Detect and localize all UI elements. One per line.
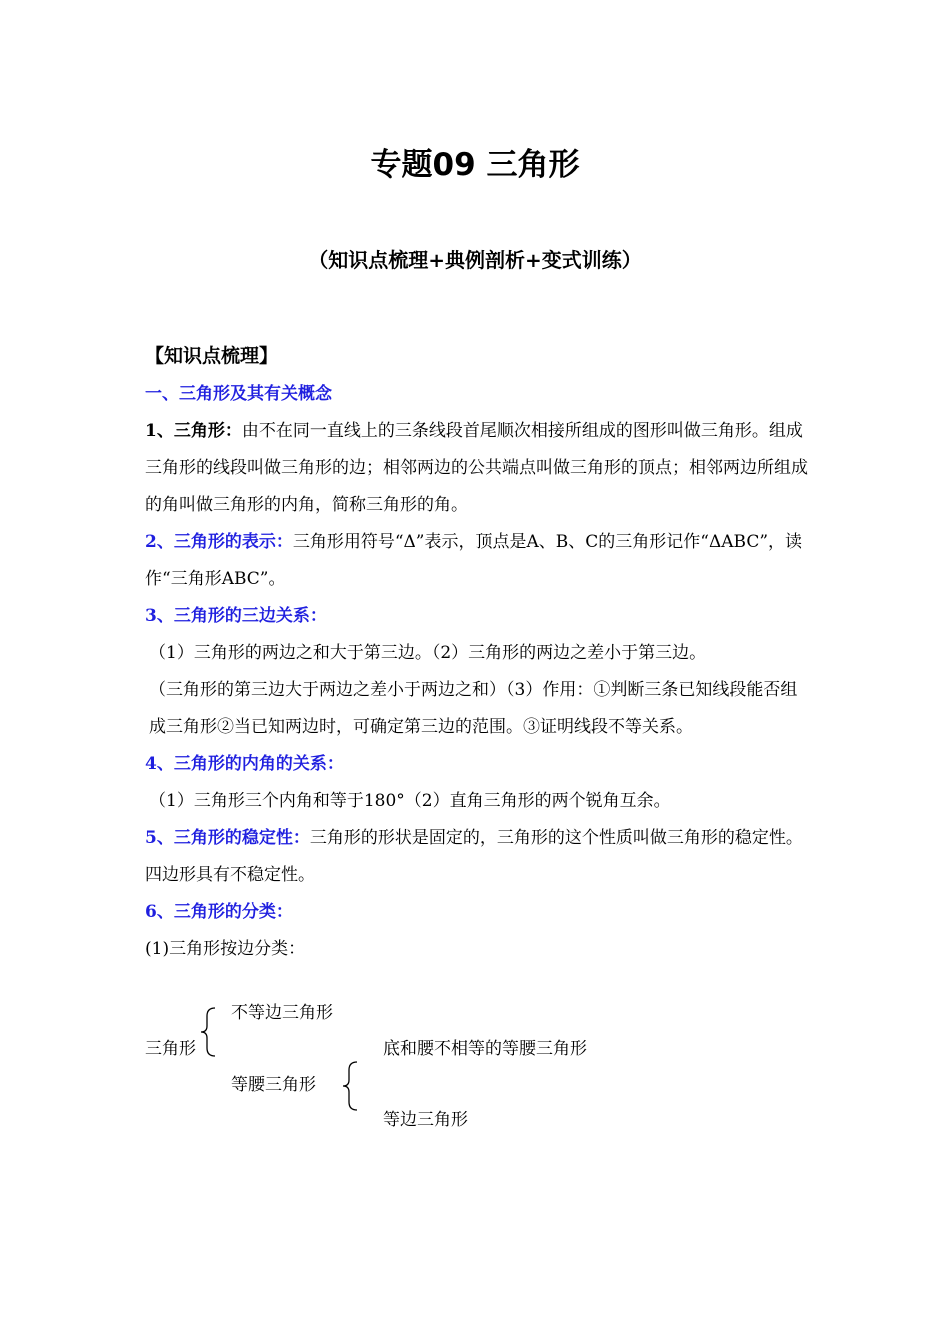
item-triangle-definition (145, 413, 810, 524)
item-text: 三角形用符号“Δ”表示，顶点是A、B、C的三角形记作“ΔABC”，读作“三角形ABC”。 (145, 532, 803, 589)
equilateral-label: 等边三角形 (383, 1110, 468, 1130)
section-header: 【知识点梳理】 (145, 345, 279, 367)
item-label: 1、三角形： (145, 421, 242, 441)
item-label: 5、三角形的稳定性： (145, 828, 310, 848)
item-triangle-stability (145, 820, 810, 894)
item-text: 三角形的形状是固定的，三角形的这个性质叫做三角形的稳定性。四边形具有不稳定性。 (145, 828, 803, 885)
item-text: 由不在同一直线上的三条线段首尾顺次相接所组成的图形叫做三角形。组成三角形的线段叫做三角形的边；相邻两边的公共端点叫做三角形的顶点；相邻两边所组成的角叫做三角形的内角，简称三角形的角。 (145, 421, 808, 515)
section-heading: 一、三角形及其有关概念 (145, 384, 332, 404)
left-brace-icon (341, 1060, 361, 1112)
isosceles-nonequal-label: 底和腰不相等的等腰三角形 (383, 1039, 587, 1059)
item-label: 3、三角形的三边关系： (145, 606, 327, 626)
item-text: （三角形的第三边大于两边之差小于两边之和）（3）作用：①判断三条已知线段能否组成三角形②当已知两边时，可确定第三边的范围。③证明线段不等关系。 (149, 680, 798, 737)
scalene-label: 不等边三角形 (231, 1003, 333, 1023)
root-label: 三角形 (145, 1039, 196, 1059)
item-triangle-notation (145, 524, 810, 598)
item-label: 6、三角形的分类： (145, 902, 293, 922)
page-subtitle: （知识点梳理+典例剖析+变式训练） (308, 248, 642, 272)
item-label: 4、三角形的内角的关系： (145, 754, 344, 774)
document-body (145, 336, 810, 968)
left-brace-icon (199, 1006, 219, 1058)
classification-diagram (145, 990, 645, 1140)
isosceles-label: 等腰三角形 (231, 1075, 316, 1095)
item-text: （1）三角形的两边之和大于第三边。（2）三角形的两边之差小于第三边。 (149, 643, 707, 663)
item-label: 2、三角形的表示： (145, 532, 293, 552)
page-title: 专题09 三角形 (370, 147, 580, 183)
item-text: （1）三角形三个内角和等于180°（2）直角三角形的两个锐角互余。 (149, 791, 671, 811)
item-text: (1)三角形按边分类： (145, 939, 306, 959)
